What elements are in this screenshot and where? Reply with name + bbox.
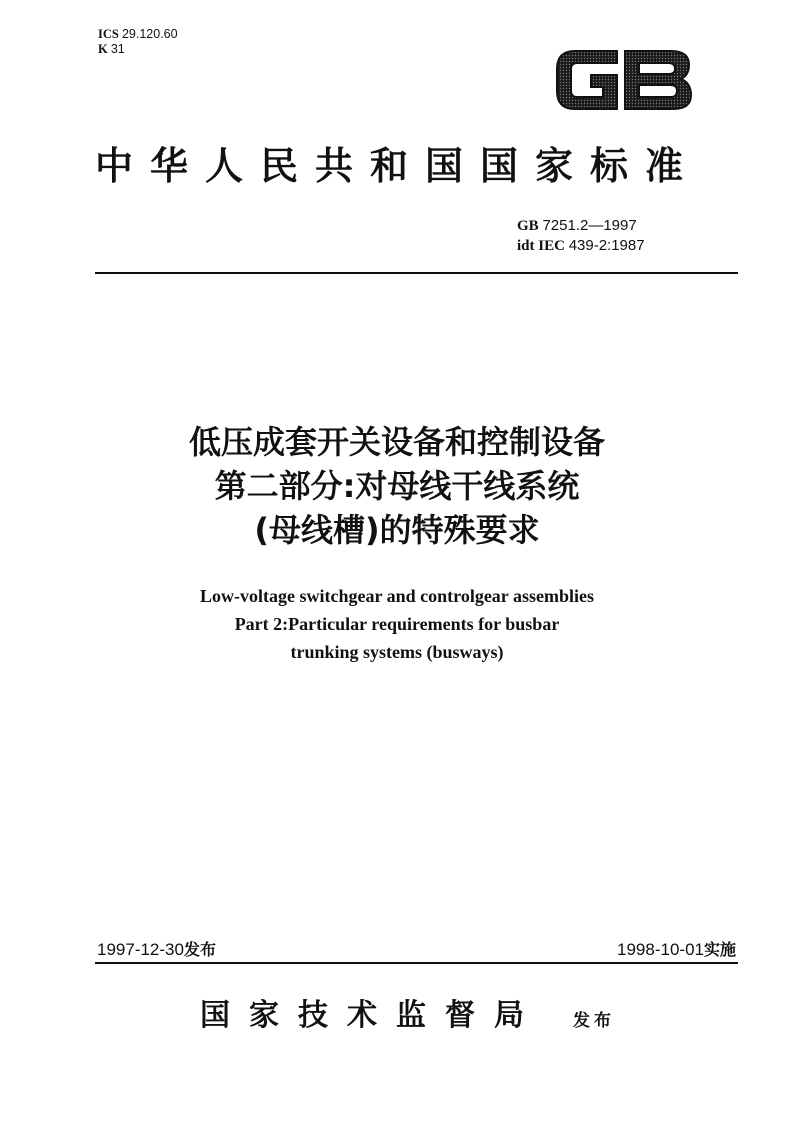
english-title-line-1: Low-voltage switchgear and controlgear assemblies <box>200 586 594 606</box>
logo-b-shape <box>625 51 691 109</box>
idt-number: 439-2:1987 <box>568 237 645 254</box>
implement-word: 实施 <box>703 940 736 959</box>
header-divider <box>95 272 738 274</box>
gb-number: 7251.2—1997 <box>542 217 637 234</box>
gb-label: GB <box>517 218 539 234</box>
idt-label: idt IEC <box>517 238 565 254</box>
k-label: K <box>98 42 108 56</box>
implement-date: 1998-10-01 <box>617 940 704 959</box>
chinese-title-line-1: 低压成套开关设备和控制设备 <box>188 423 605 461</box>
standard-number-block <box>517 216 645 256</box>
ics-label: ICS <box>98 27 119 41</box>
gb-logo <box>553 45 695 115</box>
chinese-title <box>100 420 694 552</box>
english-title-line-3: trunking systems (busways) <box>290 642 504 662</box>
implement-date-block <box>617 940 736 960</box>
chinese-title-line-2: 第二部分:对母线干线系统 <box>214 467 580 505</box>
chinese-title-line-3: (母线槽)的特殊要求 <box>254 511 540 549</box>
footer-divider <box>95 962 738 964</box>
k-value: 31 <box>110 42 125 56</box>
issuer-suffix: 发布 <box>573 1011 615 1031</box>
publish-date: 1997-12-30 <box>97 940 184 959</box>
logo-g-shape <box>557 51 617 109</box>
ics-value: 29.120.60 <box>121 27 178 41</box>
national-standard-heading: 中华人民共和国国家标准 <box>95 143 701 188</box>
issuing-authority: 国家技术监督局 <box>200 998 543 1033</box>
english-title <box>100 582 694 666</box>
publish-date-block <box>97 940 216 960</box>
k-line <box>98 42 178 57</box>
idt-line <box>517 236 645 256</box>
gb-number-line <box>517 216 645 236</box>
publish-word: 发布 <box>183 940 216 959</box>
english-title-line-2: Part 2:Particular requirements for busbar <box>234 614 560 634</box>
ics-line <box>98 27 178 42</box>
classification-codes <box>98 27 178 57</box>
